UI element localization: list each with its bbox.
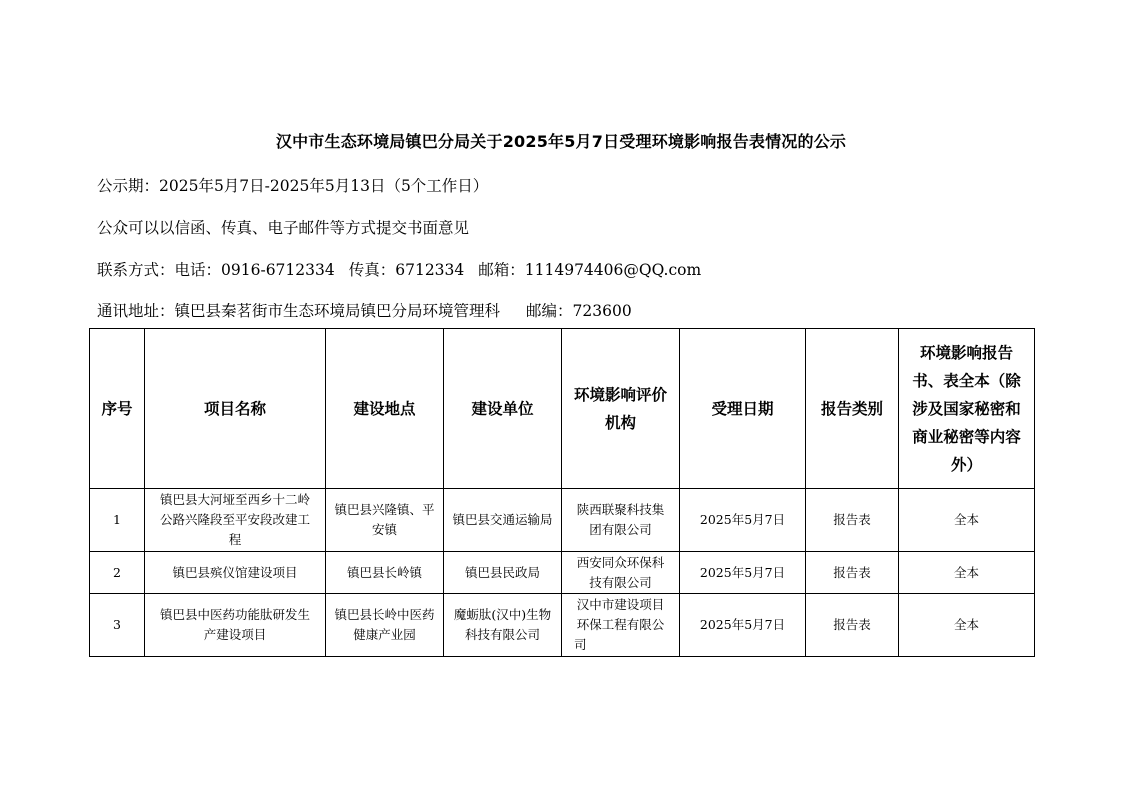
table-header-row	[90, 329, 1035, 489]
cell-accept-date: 2025年5月7日	[680, 594, 806, 657]
cell-index: 3	[90, 594, 145, 657]
header-accept-date: 受理日期	[680, 329, 806, 489]
cell-builder: 魔蛎肽(汉中)生物科技有限公司	[444, 594, 562, 657]
cell-project-name: 镇巴县大河垭至西乡十二岭公路兴隆段至平安段改建工程	[145, 489, 326, 552]
cell-project-name: 镇巴县中医药功能肽研发生产建设项目	[145, 594, 326, 657]
cell-eia-agency: 陕西联聚科技集团有限公司	[562, 489, 680, 552]
header-index: 序号	[90, 329, 145, 489]
cell-project-name: 镇巴县殡仪馆建设项目	[145, 552, 326, 594]
cell-index: 2	[90, 552, 145, 594]
header-project-name: 项目名称	[145, 329, 326, 489]
header-full-text: 环境影响报告书、表全本（除涉及国家秘密和商业秘密等内容外）	[899, 329, 1035, 489]
cell-report-type: 报告表	[806, 552, 899, 594]
header-eia-agency: 环境影响评价机构	[562, 329, 680, 489]
cell-index: 1	[90, 489, 145, 552]
cell-accept-date: 2025年5月7日	[680, 489, 806, 552]
cell-report-type: 报告表	[806, 594, 899, 657]
submission-methods: 公众可以以信函、传真、电子邮件等方式提交书面意见	[97, 219, 470, 237]
cell-accept-date: 2025年5月7日	[680, 552, 806, 594]
cell-eia-agency: 西安同众环保科技有限公司	[562, 552, 680, 594]
cell-builder: 镇巴县交通运输局	[444, 489, 562, 552]
postcode: 邮编：723600	[526, 302, 632, 320]
header-builder: 建设单位	[444, 329, 562, 489]
header-location: 建设地点	[326, 329, 444, 489]
cell-report-type: 报告表	[806, 489, 899, 552]
contact-info	[97, 258, 701, 280]
table-row	[90, 552, 1035, 594]
mailing-address	[97, 299, 632, 321]
contact-email: 邮箱：1114974406@QQ.com	[478, 261, 702, 279]
address-text: 通讯地址：镇巴县秦茗街市生态环境局镇巴分局环境管理科	[97, 302, 501, 320]
contact-label: 联系方式：	[97, 261, 175, 279]
page-title: 汉中市生态环境局镇巴分局关于2025年5月7日受理环境影响报告表情况的公示	[275, 132, 847, 151]
cell-location: 镇巴县兴隆镇、平安镇	[326, 489, 444, 552]
cell-builder: 镇巴县民政局	[444, 552, 562, 594]
header-report-type: 报告类别	[806, 329, 899, 489]
notice-period: 公示期：2025年5月7日-2025年5月13日（5个工作日）	[97, 177, 489, 195]
contact-fax: 传真：6712334	[348, 261, 465, 279]
cell-full-text: 全本	[899, 594, 1035, 657]
cell-full-text: 全本	[899, 552, 1035, 594]
cell-full-text: 全本	[899, 489, 1035, 552]
cell-location: 镇巴县长岭中医药健康产业园	[326, 594, 444, 657]
table-row	[90, 594, 1035, 657]
acceptance-table	[89, 328, 1035, 657]
cell-eia-agency: 汉中市建设项目环保工程有限公司	[562, 594, 680, 657]
cell-location: 镇巴县长岭镇	[326, 552, 444, 594]
contact-phone: 电话：0916-6712334	[174, 261, 335, 279]
table-row	[90, 489, 1035, 552]
